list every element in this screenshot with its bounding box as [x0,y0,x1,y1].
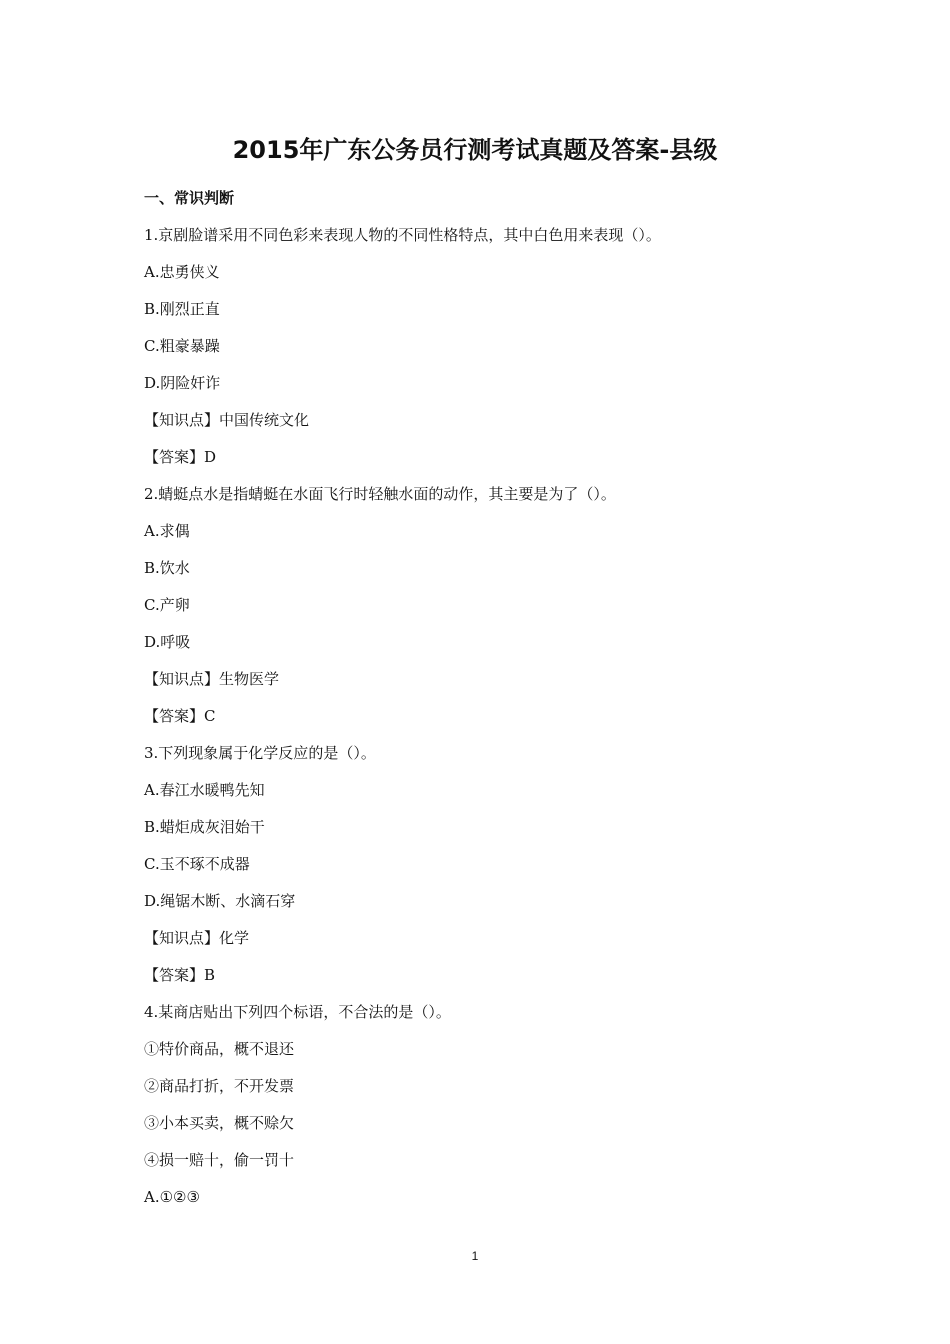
question-1-knowledge-point: 【知识点】中国传统文化 [144,411,310,429]
question-4-statement-2: ②商品打折，不开发票 [144,1077,295,1095]
question-2-option-a: A.求偶 [144,522,190,540]
question-1-option-d: D.阴险奸诈 [144,374,221,392]
question-2-option-d: D.呼吸 [144,633,191,651]
question-1-option-a: A.忠勇侠义 [144,263,220,281]
question-2-stem: 2.蜻蜓点水是指蜻蜓在水面飞行时轻触水面的动作，其主要是为了（）。 [144,485,616,503]
question-3-option-d: D.绳锯木断、水滴石穿 [144,892,296,910]
section-heading: 一、常识判断 [144,189,235,207]
question-3-knowledge-point: 【知识点】化学 [144,929,250,947]
page-number: 1 [471,1249,479,1263]
question-3-option-b: B.蜡炬成灰泪始干 [144,818,265,836]
question-1-option-c: C.粗豪暴躁 [144,337,220,355]
question-3-stem: 3.下列现象属于化学反应的是（）。 [144,744,376,762]
question-1-stem: 1.京剧脸谱采用不同色彩来表现人物的不同性格特点，其中白色用来表现（）。 [144,226,661,244]
question-4-statement-3: ③小本买卖，概不赊欠 [144,1114,295,1132]
question-3-option-c: C.玉不琢不成器 [144,855,250,873]
question-4-stem: 4.某商店贴出下列四个标语，不合法的是（）。 [144,1003,451,1021]
question-2-answer: 【答案】C [144,707,216,725]
question-2-option-c: C.产卵 [144,596,190,614]
question-2-knowledge-point: 【知识点】生物医学 [144,670,280,688]
question-1-answer: 【答案】D [144,448,217,466]
question-3-answer: 【答案】B [144,966,216,984]
question-1-option-b: B.刚烈正直 [144,300,220,318]
question-3-option-a: A.春江水暖鸭先知 [144,781,265,799]
question-2-option-b: B.饮水 [144,559,190,577]
question-4-option-a: A.①②③ [144,1188,200,1206]
question-list [144,222,824,1221]
question-4-statement-1: ①特价商品，概不退还 [144,1040,295,1058]
question-4-statement-4: ④损一赔十，偷一罚十 [144,1151,295,1169]
page-title: 2015年广东公务员行测考试真题及答案-县级 [232,136,718,164]
